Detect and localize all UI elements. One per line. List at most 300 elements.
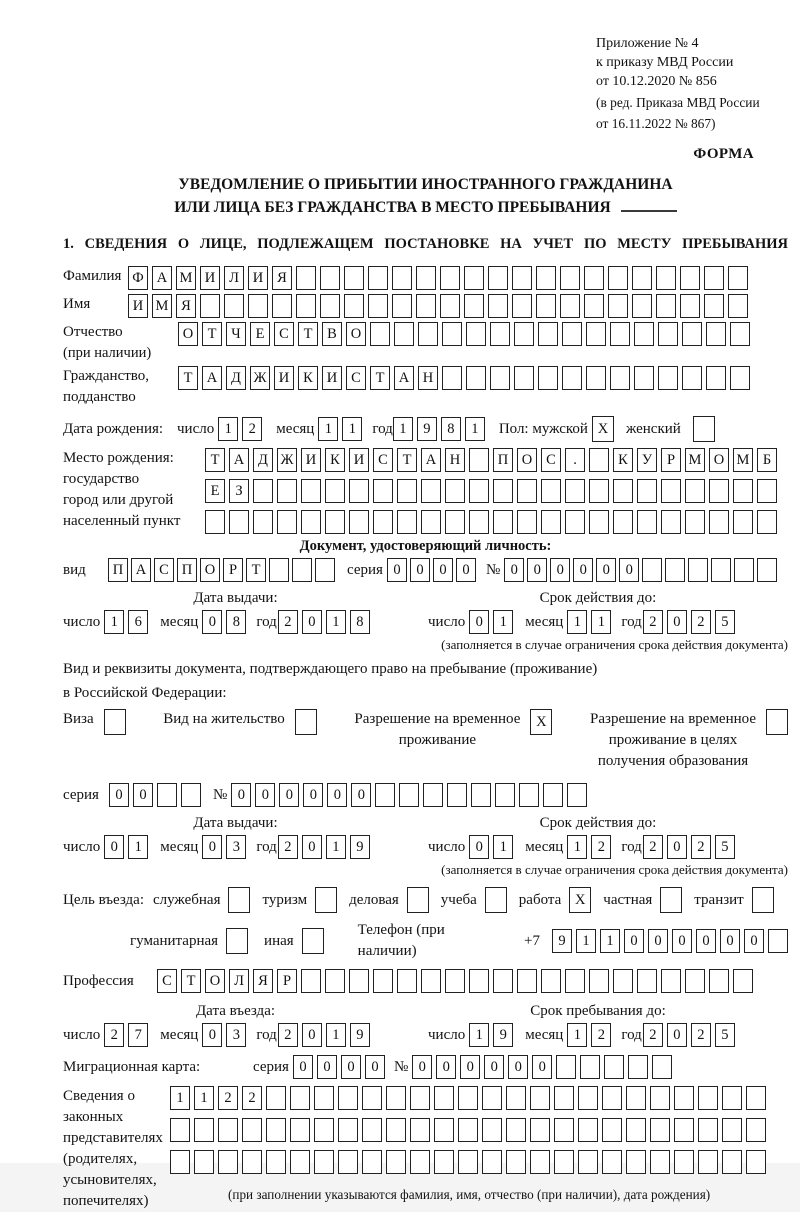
char-box[interactable] (386, 1086, 406, 1110)
char-box[interactable]: 1 (342, 417, 362, 441)
char-box[interactable] (194, 1118, 214, 1142)
char-box[interactable] (269, 558, 289, 582)
char-box[interactable]: 0 (696, 929, 716, 953)
char-box[interactable]: 1 (493, 835, 513, 859)
char-box[interactable] (295, 709, 317, 735)
transit-checkbox[interactable] (752, 887, 774, 913)
char-box[interactable] (301, 510, 321, 534)
char-box[interactable]: 0 (255, 783, 275, 807)
char-box[interactable] (674, 1118, 694, 1142)
char-box[interactable]: К (298, 366, 318, 390)
char-box[interactable] (746, 1150, 766, 1174)
char-box[interactable]: 0 (619, 558, 639, 582)
char-box[interactable] (338, 1086, 358, 1110)
char-box[interactable]: К (325, 448, 345, 472)
char-box[interactable]: О (709, 448, 729, 472)
char-box[interactable] (637, 969, 657, 993)
char-box[interactable] (290, 1118, 310, 1142)
char-box[interactable] (685, 510, 705, 534)
identity-issue-year-cells[interactable] (278, 610, 370, 634)
char-box[interactable] (543, 783, 563, 807)
char-box[interactable]: С (541, 448, 561, 472)
char-box[interactable] (488, 266, 508, 290)
char-box[interactable]: 0 (202, 1023, 222, 1047)
tourism-checkbox[interactable] (315, 887, 337, 913)
private-checkbox[interactable] (660, 887, 682, 913)
identity-issue-day-cells[interactable] (104, 610, 148, 634)
birthplace-row3-cells[interactable] (205, 510, 777, 534)
char-box[interactable] (464, 294, 484, 318)
char-box[interactable]: 2 (278, 610, 298, 634)
char-box[interactable]: Н (445, 448, 465, 472)
char-box[interactable]: М (733, 448, 753, 472)
char-box[interactable] (733, 510, 753, 534)
char-box[interactable]: 0 (231, 783, 251, 807)
char-box[interactable]: 9 (417, 417, 437, 441)
char-box[interactable] (314, 1118, 334, 1142)
char-box[interactable] (314, 1086, 334, 1110)
surname-cells[interactable] (128, 266, 748, 290)
char-box[interactable] (315, 558, 335, 582)
char-box[interactable] (469, 479, 489, 503)
char-box[interactable] (447, 783, 467, 807)
char-box[interactable]: 9 (552, 929, 572, 953)
entry-year-cells[interactable] (278, 1023, 370, 1047)
char-box[interactable] (517, 969, 537, 993)
char-box[interactable]: 0 (667, 835, 687, 859)
char-box[interactable]: П (177, 558, 197, 582)
birth-day-cells[interactable] (218, 417, 262, 441)
char-box[interactable]: 1 (393, 417, 413, 441)
char-box[interactable] (578, 1118, 598, 1142)
char-box[interactable]: 0 (303, 783, 323, 807)
char-box[interactable]: 0 (302, 1023, 322, 1047)
char-box[interactable]: 0 (573, 558, 593, 582)
char-box[interactable]: 0 (341, 1055, 361, 1079)
char-box[interactable] (565, 479, 585, 503)
char-box[interactable] (421, 479, 441, 503)
char-box[interactable] (434, 1118, 454, 1142)
representatives-row1-cells[interactable] (170, 1086, 766, 1110)
char-box[interactable]: 0 (202, 835, 222, 859)
char-box[interactable] (538, 366, 558, 390)
char-box[interactable]: И (200, 266, 220, 290)
char-box[interactable] (554, 1086, 574, 1110)
char-box[interactable] (458, 1150, 478, 1174)
char-box[interactable]: 0 (672, 929, 692, 953)
stay-until-day-cells[interactable] (469, 1023, 513, 1047)
char-box[interactable]: 0 (667, 1023, 687, 1047)
char-box[interactable] (730, 366, 750, 390)
char-box[interactable]: Р (661, 448, 681, 472)
char-box[interactable] (218, 1150, 238, 1174)
char-box[interactable]: М (152, 294, 172, 318)
char-box[interactable]: 3 (226, 1023, 246, 1047)
char-box[interactable] (766, 709, 788, 735)
char-box[interactable] (637, 479, 657, 503)
char-box[interactable] (320, 294, 340, 318)
char-box[interactable] (194, 1150, 214, 1174)
temp-residence-edu-checkbox[interactable] (766, 709, 788, 735)
char-box[interactable] (658, 366, 678, 390)
char-box[interactable] (589, 969, 609, 993)
char-box[interactable] (604, 1055, 624, 1079)
official-checkbox[interactable] (228, 887, 250, 913)
char-box[interactable] (589, 510, 609, 534)
char-box[interactable]: 0 (596, 558, 616, 582)
char-box[interactable]: А (152, 266, 172, 290)
char-box[interactable] (530, 1118, 550, 1142)
char-box[interactable]: И (301, 448, 321, 472)
char-box[interactable] (578, 1086, 598, 1110)
char-box[interactable]: 0 (720, 929, 740, 953)
char-box[interactable] (445, 479, 465, 503)
char-box[interactable] (253, 510, 273, 534)
char-box[interactable]: 0 (365, 1055, 385, 1079)
char-box[interactable]: Т (205, 448, 225, 472)
char-box[interactable]: 9 (493, 1023, 513, 1047)
char-box[interactable] (416, 266, 436, 290)
char-box[interactable]: М (176, 266, 196, 290)
char-box[interactable] (370, 322, 390, 346)
char-box[interactable]: X (530, 709, 552, 735)
birth-month-cells[interactable] (318, 417, 362, 441)
givenname-cells[interactable] (128, 294, 748, 318)
char-box[interactable] (519, 783, 539, 807)
char-box[interactable] (698, 1086, 718, 1110)
char-box[interactable]: 1 (600, 929, 620, 953)
char-box[interactable] (301, 969, 321, 993)
char-box[interactable] (652, 1055, 672, 1079)
char-box[interactable]: 9 (350, 1023, 370, 1047)
char-box[interactable]: 0 (624, 929, 644, 953)
char-box[interactable] (386, 1150, 406, 1174)
char-box[interactable] (626, 1086, 646, 1110)
birthplace-row2-cells[interactable] (205, 479, 777, 503)
char-box[interactable] (248, 294, 268, 318)
char-box[interactable] (711, 558, 731, 582)
char-box[interactable] (698, 1118, 718, 1142)
char-box[interactable]: 6 (128, 610, 148, 634)
char-box[interactable] (538, 322, 558, 346)
char-box[interactable]: 1 (170, 1086, 190, 1110)
char-box[interactable] (757, 479, 777, 503)
char-box[interactable] (242, 1150, 262, 1174)
char-box[interactable] (634, 366, 654, 390)
char-box[interactable] (490, 322, 510, 346)
char-box[interactable]: . (565, 448, 585, 472)
char-box[interactable]: 0 (302, 610, 322, 634)
char-box[interactable] (734, 558, 754, 582)
char-box[interactable]: 0 (469, 835, 489, 859)
birthplace-row1-cells[interactable] (205, 448, 777, 472)
char-box[interactable]: 1 (576, 929, 596, 953)
patronymic-cells[interactable] (178, 322, 750, 346)
phone-cells[interactable] (552, 929, 788, 953)
char-box[interactable]: Я (176, 294, 196, 318)
char-box[interactable] (536, 266, 556, 290)
char-box[interactable] (722, 1086, 742, 1110)
char-box[interactable] (338, 1150, 358, 1174)
char-box[interactable]: Ч (226, 322, 246, 346)
char-box[interactable] (362, 1086, 382, 1110)
char-box[interactable] (706, 322, 726, 346)
char-box[interactable] (434, 1086, 454, 1110)
char-box[interactable]: 0 (387, 558, 407, 582)
char-box[interactable] (661, 969, 681, 993)
char-box[interactable] (368, 266, 388, 290)
identity-expiry-month-cells[interactable] (567, 610, 611, 634)
char-box[interactable] (490, 366, 510, 390)
char-box[interactable] (536, 294, 556, 318)
char-box[interactable] (344, 294, 364, 318)
char-box[interactable] (440, 294, 460, 318)
char-box[interactable]: 0 (532, 1055, 552, 1079)
char-box[interactable] (709, 479, 729, 503)
char-box[interactable]: Л (224, 266, 244, 290)
char-box[interactable] (530, 1086, 550, 1110)
char-box[interactable] (386, 1118, 406, 1142)
char-box[interactable]: С (274, 322, 294, 346)
char-box[interactable] (584, 294, 604, 318)
char-box[interactable] (325, 969, 345, 993)
char-box[interactable]: 2 (218, 1086, 238, 1110)
humanitarian-checkbox[interactable] (226, 928, 248, 954)
char-box[interactable] (517, 510, 537, 534)
char-box[interactable] (656, 266, 676, 290)
char-box[interactable] (578, 1150, 598, 1174)
char-box[interactable]: 2 (643, 610, 663, 634)
char-box[interactable]: 1 (326, 1023, 346, 1047)
char-box[interactable] (512, 294, 532, 318)
char-box[interactable] (466, 322, 486, 346)
char-box[interactable]: 2 (591, 835, 611, 859)
char-box[interactable] (658, 322, 678, 346)
char-box[interactable] (698, 1150, 718, 1174)
char-box[interactable] (440, 266, 460, 290)
char-box[interactable] (685, 969, 705, 993)
char-box[interactable] (469, 448, 489, 472)
char-box[interactable] (661, 510, 681, 534)
char-box[interactable] (613, 510, 633, 534)
char-box[interactable] (104, 709, 126, 735)
char-box[interactable] (314, 1150, 334, 1174)
char-box[interactable] (410, 1118, 430, 1142)
migration-series-cells[interactable] (293, 1055, 385, 1079)
char-box[interactable]: 2 (643, 1023, 663, 1047)
char-box[interactable] (674, 1150, 694, 1174)
char-box[interactable]: 1 (493, 610, 513, 634)
char-box[interactable]: 0 (484, 1055, 504, 1079)
char-box[interactable] (586, 366, 606, 390)
char-box[interactable] (541, 510, 561, 534)
char-box[interactable] (442, 366, 462, 390)
char-box[interactable] (488, 294, 508, 318)
entry-day-cells[interactable] (104, 1023, 148, 1047)
char-box[interactable]: Т (298, 322, 318, 346)
char-box[interactable]: М (685, 448, 705, 472)
char-box[interactable]: 2 (643, 835, 663, 859)
char-box[interactable] (399, 783, 419, 807)
char-box[interactable]: П (493, 448, 513, 472)
char-box[interactable]: Т (397, 448, 417, 472)
char-box[interactable]: С (346, 366, 366, 390)
char-box[interactable] (626, 1150, 646, 1174)
visa-checkbox[interactable] (104, 709, 126, 735)
char-box[interactable] (541, 969, 561, 993)
temp-residence-checkbox[interactable] (530, 709, 552, 735)
char-box[interactable]: А (202, 366, 222, 390)
char-box[interactable]: Р (223, 558, 243, 582)
char-box[interactable]: 0 (302, 835, 322, 859)
char-box[interactable] (469, 969, 489, 993)
char-box[interactable]: Т (370, 366, 390, 390)
char-box[interactable]: Д (253, 448, 273, 472)
char-box[interactable]: 1 (318, 417, 338, 441)
char-box[interactable] (445, 510, 465, 534)
char-box[interactable]: Я (272, 266, 292, 290)
doc-kind-cells[interactable] (108, 558, 335, 582)
char-box[interactable]: 2 (691, 1023, 711, 1047)
char-box[interactable] (634, 322, 654, 346)
char-box[interactable]: Н (418, 366, 438, 390)
char-box[interactable] (373, 510, 393, 534)
char-box[interactable] (556, 1055, 576, 1079)
char-box[interactable] (733, 969, 753, 993)
char-box[interactable]: 2 (242, 1086, 262, 1110)
char-box[interactable] (565, 969, 585, 993)
char-box[interactable]: З (229, 479, 249, 503)
char-box[interactable]: 0 (460, 1055, 480, 1079)
char-box[interactable] (637, 510, 657, 534)
char-box[interactable] (445, 969, 465, 993)
char-box[interactable] (608, 294, 628, 318)
char-box[interactable]: О (517, 448, 537, 472)
char-box[interactable]: И (128, 294, 148, 318)
char-box[interactable] (680, 266, 700, 290)
char-box[interactable]: 0 (317, 1055, 337, 1079)
char-box[interactable] (421, 969, 441, 993)
char-box[interactable] (704, 294, 724, 318)
char-box[interactable] (706, 366, 726, 390)
char-box[interactable] (397, 510, 417, 534)
char-box[interactable] (506, 1150, 526, 1174)
char-box[interactable] (277, 510, 297, 534)
char-box[interactable] (728, 294, 748, 318)
char-box[interactable] (242, 1118, 262, 1142)
char-box[interactable] (434, 1150, 454, 1174)
char-box[interactable] (768, 929, 788, 953)
char-box[interactable]: У (637, 448, 657, 472)
char-box[interactable] (682, 366, 702, 390)
char-box[interactable]: П (108, 558, 128, 582)
char-box[interactable]: 0 (744, 929, 764, 953)
char-box[interactable] (562, 322, 582, 346)
char-box[interactable]: 1 (567, 610, 587, 634)
char-box[interactable] (704, 266, 724, 290)
char-box[interactable] (757, 558, 777, 582)
work-checkbox[interactable]: X (569, 887, 591, 913)
char-box[interactable]: Д (226, 366, 246, 390)
char-box[interactable] (397, 969, 417, 993)
char-box[interactable] (482, 1150, 502, 1174)
char-box[interactable]: 2 (278, 835, 298, 859)
char-box[interactable] (296, 266, 316, 290)
char-box[interactable]: 0 (433, 558, 453, 582)
char-box[interactable] (495, 783, 515, 807)
char-box[interactable] (628, 1055, 648, 1079)
char-box[interactable]: 1 (128, 835, 148, 859)
stay-doc-issue-year-cells[interactable] (278, 835, 370, 859)
char-box[interactable] (325, 479, 345, 503)
char-box[interactable]: И (274, 366, 294, 390)
stay-doc-series-cells[interactable] (109, 783, 201, 807)
char-box[interactable]: 1 (567, 1023, 587, 1047)
study-checkbox[interactable] (485, 887, 507, 913)
char-box[interactable] (368, 294, 388, 318)
char-box[interactable]: И (349, 448, 369, 472)
representatives-row3-cells[interactable] (170, 1150, 766, 1174)
char-box[interactable]: 2 (278, 1023, 298, 1047)
char-box[interactable]: Р (277, 969, 297, 993)
char-box[interactable] (512, 266, 532, 290)
char-box[interactable] (642, 558, 662, 582)
entry-month-cells[interactable] (202, 1023, 246, 1047)
char-box[interactable] (442, 322, 462, 346)
char-box[interactable] (397, 479, 417, 503)
char-box[interactable]: Ж (250, 366, 270, 390)
char-box[interactable] (608, 266, 628, 290)
char-box[interactable]: 0 (410, 558, 430, 582)
char-box[interactable]: 0 (550, 558, 570, 582)
char-box[interactable]: 0 (504, 558, 524, 582)
char-box[interactable] (296, 294, 316, 318)
char-box[interactable]: Л (229, 969, 249, 993)
char-box[interactable]: 0 (327, 783, 347, 807)
char-box[interactable] (301, 479, 321, 503)
char-box[interactable] (560, 294, 580, 318)
char-box[interactable] (373, 969, 393, 993)
stay-doc-number-cells[interactable] (231, 783, 587, 807)
char-box[interactable]: Ф (128, 266, 148, 290)
char-box[interactable] (423, 783, 443, 807)
char-box[interactable]: 8 (226, 610, 246, 634)
birth-year-cells[interactable] (393, 417, 485, 441)
char-box[interactable]: 0 (436, 1055, 456, 1079)
char-box[interactable] (746, 1118, 766, 1142)
char-box[interactable] (506, 1086, 526, 1110)
char-box[interactable]: Т (246, 558, 266, 582)
char-box[interactable] (602, 1150, 622, 1174)
char-box[interactable] (722, 1150, 742, 1174)
char-box[interactable]: 0 (412, 1055, 432, 1079)
char-box[interactable] (565, 510, 585, 534)
stay-doc-expiry-year-cells[interactable] (643, 835, 735, 859)
char-box[interactable] (554, 1150, 574, 1174)
char-box[interactable]: 0 (508, 1055, 528, 1079)
identity-expiry-year-cells[interactable] (643, 610, 735, 634)
char-box[interactable] (320, 266, 340, 290)
char-box[interactable]: 0 (279, 783, 299, 807)
char-box[interactable] (757, 510, 777, 534)
char-box[interactable]: 0 (104, 835, 124, 859)
char-box[interactable]: 2 (104, 1023, 124, 1047)
char-box[interactable] (392, 294, 412, 318)
char-box[interactable]: К (613, 448, 633, 472)
char-box[interactable] (464, 266, 484, 290)
char-box[interactable] (514, 366, 534, 390)
char-box[interactable]: Я (253, 969, 273, 993)
